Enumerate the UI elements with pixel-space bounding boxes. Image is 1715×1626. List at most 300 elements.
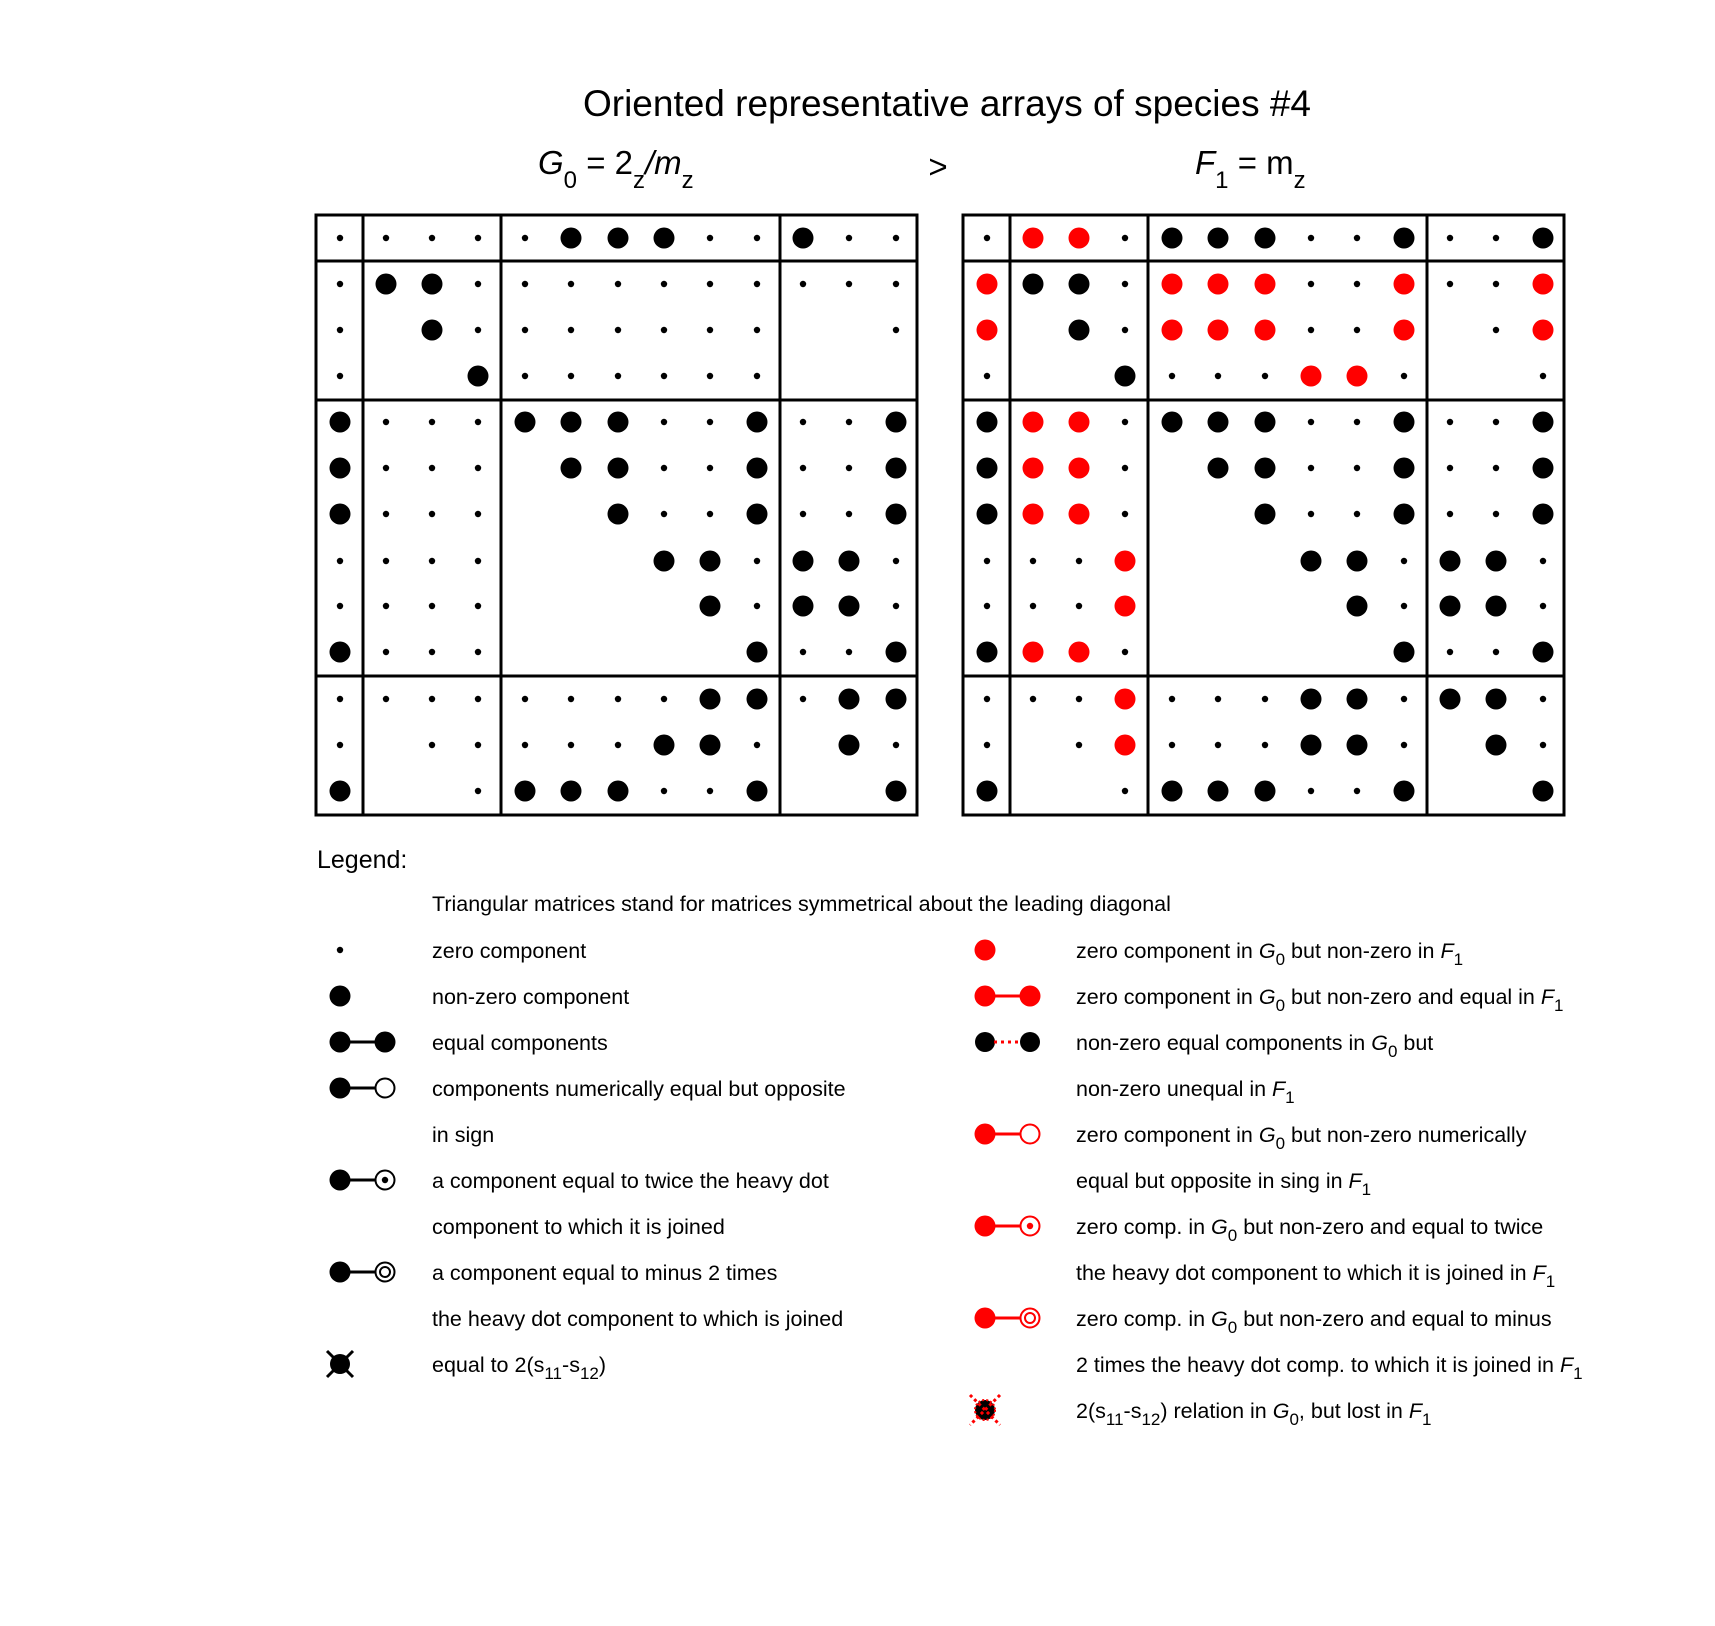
zero-component-dot <box>1540 603 1546 609</box>
nonzero-component-dot <box>1255 781 1276 802</box>
zero-component-dot <box>1493 419 1499 425</box>
zero-component-dot <box>429 603 435 609</box>
red-component-dot <box>1255 274 1276 295</box>
red-component-dot <box>1533 274 1554 295</box>
nonzero-component-dot <box>608 504 629 525</box>
zero-component-dot <box>1076 742 1082 748</box>
zero-component-dot <box>429 742 435 748</box>
zero-component-dot <box>800 649 806 655</box>
zero-component-dot <box>429 649 435 655</box>
zero-component-dot <box>1540 373 1546 379</box>
zero-component-dot <box>522 696 528 702</box>
red-component-dot <box>1115 735 1136 756</box>
zero-component-dot <box>1447 419 1453 425</box>
zero-component-dot <box>846 419 852 425</box>
nonzero-component-dot <box>1394 504 1415 525</box>
zero-component-dot <box>1447 511 1453 517</box>
zero-component-dot <box>661 465 667 471</box>
zero-component-dot <box>1354 465 1360 471</box>
legend-item-label: zero component in $G_0$ but non-zero in $F_1$ <box>1076 939 1464 969</box>
zero-component-dot <box>707 465 713 471</box>
zero-component-dot <box>984 558 990 564</box>
zero-component-dot <box>1169 373 1175 379</box>
nonzero-component-dot <box>1162 412 1183 433</box>
nonzero-component-dot <box>1347 735 1368 756</box>
zero-component-dot <box>475 281 481 287</box>
red-component-dot <box>1115 689 1136 710</box>
zero-component-dot <box>1493 465 1499 471</box>
legend-item-label: component to which it is joined <box>432 1215 725 1239</box>
nonzero-component-dot <box>376 274 397 295</box>
nonzero-component-dot <box>1533 458 1554 479</box>
nonzero-component-dot <box>1162 228 1183 249</box>
zero-component-dot <box>1030 696 1036 702</box>
zero-component-dot <box>337 558 343 564</box>
nonzero-component-dot <box>1394 228 1415 249</box>
zero-component-dot <box>754 281 760 287</box>
nonzero-component-dot <box>1208 412 1229 433</box>
zero-component-dot <box>800 419 806 425</box>
zero-component-dot <box>1493 649 1499 655</box>
nonzero-component-dot <box>977 781 998 802</box>
nonzero-component-dot <box>1347 596 1368 617</box>
zero-component-dot <box>383 558 389 564</box>
zero-component-dot <box>1308 511 1314 517</box>
red-component-dot <box>1162 320 1183 341</box>
zero-component-dot <box>984 696 990 702</box>
zero-component-dot <box>1030 603 1036 609</box>
nonzero-component-dot <box>330 504 351 525</box>
red-component-dot <box>1162 274 1183 295</box>
nonzero-component-dot <box>1440 596 1461 617</box>
zero-component-dot <box>893 281 899 287</box>
nonzero-component-dot <box>793 551 814 572</box>
zero-component-dot <box>1030 558 1036 564</box>
legend-item-label: the heavy dot component to which it is joined in $F_1$ <box>1076 1261 1556 1291</box>
zero-component-dot <box>1401 603 1407 609</box>
zero-component-dot <box>661 511 667 517</box>
red-component-dot <box>1255 320 1276 341</box>
red-component-dot <box>1115 551 1136 572</box>
zero-component-dot <box>1122 465 1128 471</box>
nonzero-component-dot <box>561 781 582 802</box>
zero-component-dot <box>1262 373 1268 379</box>
red-component-dot <box>1069 458 1090 479</box>
zero-component-dot <box>1122 327 1128 333</box>
legend-note: Triangular matrices stand for matrices symmetrical about the leading diagonal <box>432 892 1171 916</box>
nonzero-component-dot <box>747 642 768 663</box>
nonzero-component-dot <box>561 458 582 479</box>
zero-component-dot <box>1262 742 1268 748</box>
red-component-dot <box>1023 458 1044 479</box>
nonzero-component-dot <box>330 642 351 663</box>
nonzero-component-dot <box>1208 781 1229 802</box>
zero-component-dot <box>1354 327 1360 333</box>
zero-component-dot <box>984 742 990 748</box>
zero-component-dot <box>707 511 713 517</box>
zero-component-dot <box>383 465 389 471</box>
red-component-dot <box>1208 320 1229 341</box>
zero-component-dot <box>475 327 481 333</box>
zero-component-dot <box>568 327 574 333</box>
nonzero-component-dot <box>1255 228 1276 249</box>
legend-item-label: non-zero component <box>432 985 630 1009</box>
legend-item-label: $2(s_{11}-s_{12})$ relation in $G_0$, but lost in $F_1$ <box>1076 1399 1432 1429</box>
nonzero-component-dot <box>886 642 907 663</box>
nonzero-component-dot <box>1533 412 1554 433</box>
red-component-dot <box>1069 642 1090 663</box>
zero-component-dot <box>1354 235 1360 241</box>
zero-component-dot <box>429 419 435 425</box>
nonzero-component-dot <box>422 320 443 341</box>
zero-component-dot <box>475 465 481 471</box>
nonzero-component-dot <box>1394 412 1415 433</box>
zero-component-dot <box>337 373 343 379</box>
zero-component-dot <box>1401 742 1407 748</box>
nonzero-component-dot <box>977 412 998 433</box>
red-component-dot <box>1069 412 1090 433</box>
zero-component-dot <box>1540 558 1546 564</box>
nonzero-component-dot <box>1440 551 1461 572</box>
zero-component-dot <box>1308 419 1314 425</box>
zero-component-dot <box>475 742 481 748</box>
nonzero-component-dot <box>515 781 536 802</box>
zero-component-dot <box>568 281 574 287</box>
zero-component-dot <box>568 742 574 748</box>
nonzero-component-dot <box>1301 689 1322 710</box>
zero-component-dot <box>893 235 899 241</box>
zero-component-dot <box>754 373 760 379</box>
red-dot-symbol <box>975 940 996 961</box>
zero-component-dot <box>984 603 990 609</box>
nonzero-component-dot <box>330 458 351 479</box>
legend-item-label: equal components <box>432 1031 608 1055</box>
zero-component-dot <box>475 419 481 425</box>
cross-dot-symbol <box>327 1351 353 1377</box>
nonzero-component-dot <box>515 412 536 433</box>
nonzero-component-dot <box>1394 781 1415 802</box>
zero-component-dot <box>661 788 667 794</box>
nonzero-component-dot <box>886 412 907 433</box>
zero-component-dot <box>568 696 574 702</box>
legend-item-label: non-zero equal components in $G_0$ but <box>1076 1031 1434 1061</box>
zero-component-dot <box>337 696 343 702</box>
nonzero-component-dot <box>1255 458 1276 479</box>
nonzero-component-dot <box>1394 458 1415 479</box>
nonzero-component-dot <box>886 458 907 479</box>
zero-component-dot <box>337 327 343 333</box>
zero-component-dot <box>1308 235 1314 241</box>
nonzero-component-dot <box>1533 642 1554 663</box>
zero-component-dot <box>707 281 713 287</box>
zero-component-dot <box>615 742 621 748</box>
nonzero-component-dot <box>700 689 721 710</box>
zero-component-dot <box>1493 511 1499 517</box>
zero-component-dot <box>429 558 435 564</box>
legend-item-label: non-zero unequal in $F_1$ <box>1076 1077 1295 1107</box>
nonzero-component-dot <box>1301 551 1322 572</box>
zero-component-dot <box>475 235 481 241</box>
nonzero-component-dot <box>886 689 907 710</box>
nonzero-component-dot <box>839 689 860 710</box>
zero-component-dot <box>337 235 343 241</box>
nonzero-component-dot <box>608 458 629 479</box>
zero-component-dot <box>615 373 621 379</box>
nonzero-component-dot <box>839 596 860 617</box>
legend-item-label: equal to $2(s_{11}-s_{12})$ <box>432 1353 607 1383</box>
nonzero-component-dot <box>977 642 998 663</box>
zero-component-dot <box>800 281 806 287</box>
zero-component-dot <box>475 511 481 517</box>
zero-component-dot <box>383 511 389 517</box>
zero-component-dot <box>846 281 852 287</box>
legend-item-label: the heavy dot component to which is joined <box>432 1307 844 1331</box>
nonzero-component-dot <box>886 504 907 525</box>
nonzero-component-dot <box>330 781 351 802</box>
nonzero-component-dot <box>1347 551 1368 572</box>
zero-component-dot <box>383 649 389 655</box>
zero-component-dot <box>754 558 760 564</box>
legend-item-label: zero comp. in $G_0$ but non-zero and equal to twice <box>1076 1215 1544 1245</box>
zero-component-dot <box>1447 465 1453 471</box>
zero-component-dot <box>475 603 481 609</box>
zero-component-dot <box>707 788 713 794</box>
nonzero-component-dot <box>839 551 860 572</box>
zero-component-dot <box>475 649 481 655</box>
zero-component-dot <box>1447 281 1453 287</box>
red-component-dot <box>1533 320 1554 341</box>
nonzero-component-dot <box>886 781 907 802</box>
zero-component-dot <box>661 419 667 425</box>
red-component-dot <box>1023 642 1044 663</box>
nonzero-component-dot <box>1115 366 1136 387</box>
small-dot-symbol <box>337 947 343 953</box>
zero-component-dot <box>1493 327 1499 333</box>
nonzero-component-dot <box>468 366 489 387</box>
nonzero-component-dot <box>422 274 443 295</box>
zero-component-dot <box>1122 649 1128 655</box>
page-title: Oriented representative arrays of species #4 <box>582 83 1312 124</box>
red-component-dot <box>1069 504 1090 525</box>
zero-component-dot <box>800 696 806 702</box>
zero-component-dot <box>1122 419 1128 425</box>
legend-item-label: zero comp. in $G_0$ but non-zero and equal to minus <box>1076 1307 1552 1337</box>
zero-component-dot <box>893 558 899 564</box>
nonzero-component-dot <box>330 412 351 433</box>
zero-component-dot <box>429 235 435 241</box>
zero-component-dot <box>800 511 806 517</box>
zero-component-dot <box>522 281 528 287</box>
zero-component-dot <box>707 373 713 379</box>
zero-component-dot <box>846 235 852 241</box>
zero-component-dot <box>1308 465 1314 471</box>
zero-component-dot <box>754 603 760 609</box>
nonzero-component-dot <box>1255 504 1276 525</box>
zero-component-dot <box>1308 281 1314 287</box>
red-component-dot <box>1301 366 1322 387</box>
zero-component-dot <box>707 419 713 425</box>
nonzero-component-dot <box>1486 735 1507 756</box>
zero-component-dot <box>1122 235 1128 241</box>
zero-component-dot <box>337 742 343 748</box>
legend-item-label: components numerically equal but opposite <box>432 1077 846 1101</box>
zero-component-dot <box>661 696 667 702</box>
zero-component-dot <box>846 465 852 471</box>
zero-component-dot <box>1493 281 1499 287</box>
nonzero-component-dot <box>654 551 675 572</box>
zero-component-dot <box>893 603 899 609</box>
nonzero-component-dot <box>700 551 721 572</box>
zero-component-dot <box>1076 603 1082 609</box>
comparison-symbol: > <box>928 148 948 185</box>
zero-component-dot <box>615 281 621 287</box>
nonzero-component-dot <box>654 735 675 756</box>
zero-component-dot <box>522 235 528 241</box>
zero-component-dot <box>1540 742 1546 748</box>
zero-component-dot <box>1215 742 1221 748</box>
zero-component-dot <box>383 235 389 241</box>
nonzero-component-dot <box>1533 504 1554 525</box>
zero-component-dot <box>429 511 435 517</box>
zero-component-dot <box>1493 235 1499 241</box>
zero-component-dot <box>383 696 389 702</box>
red-component-dot <box>1115 596 1136 617</box>
zero-component-dot <box>429 465 435 471</box>
zero-component-dot <box>800 465 806 471</box>
nonzero-component-dot <box>608 412 629 433</box>
zero-component-dot <box>1169 696 1175 702</box>
nonzero-component-dot <box>747 412 768 433</box>
red-component-dot <box>977 320 998 341</box>
nonzero-component-dot <box>1301 735 1322 756</box>
nonzero-component-dot <box>747 781 768 802</box>
nonzero-component-dot <box>700 735 721 756</box>
legend-item-label: zero component in $G_0$ but non-zero and equal in $F_1$ <box>1076 985 1564 1015</box>
nonzero-component-dot <box>1486 596 1507 617</box>
zero-component-dot <box>1354 281 1360 287</box>
nonzero-component-dot <box>839 735 860 756</box>
zero-component-dot <box>1076 696 1082 702</box>
zero-component-dot <box>1354 511 1360 517</box>
nonzero-component-dot <box>977 504 998 525</box>
nonzero-component-dot <box>977 458 998 479</box>
zero-component-dot <box>846 511 852 517</box>
red-component-dot <box>1394 274 1415 295</box>
zero-component-dot <box>1401 558 1407 564</box>
zero-component-dot <box>1169 742 1175 748</box>
nonzero-component-dot <box>1069 274 1090 295</box>
zero-component-dot <box>1540 696 1546 702</box>
red-component-dot <box>1023 504 1044 525</box>
zero-component-dot <box>754 327 760 333</box>
zero-component-dot <box>522 742 528 748</box>
nonzero-component-dot <box>1440 689 1461 710</box>
red-component-dot <box>977 274 998 295</box>
nonzero-component-dot <box>793 596 814 617</box>
zero-component-dot <box>661 373 667 379</box>
zero-component-dot <box>383 603 389 609</box>
nonzero-component-dot <box>1486 551 1507 572</box>
nonzero-component-dot <box>1255 412 1276 433</box>
zero-component-dot <box>522 327 528 333</box>
legend-item-label: a component equal to twice the heavy dot <box>432 1169 829 1193</box>
zero-component-dot <box>1122 788 1128 794</box>
zero-component-dot <box>1354 788 1360 794</box>
zero-component-dot <box>1401 696 1407 702</box>
nonzero-component-dot <box>1162 781 1183 802</box>
zero-component-dot <box>893 742 899 748</box>
nonzero-component-dot <box>700 596 721 617</box>
zero-component-dot <box>383 419 389 425</box>
zero-component-dot <box>615 327 621 333</box>
legend-item-label: zero component in $G_0$ but non-zero numerically <box>1076 1123 1527 1153</box>
zero-component-dot <box>1122 511 1128 517</box>
red-component-dot <box>1023 412 1044 433</box>
zero-component-dot <box>754 235 760 241</box>
zero-component-dot <box>475 696 481 702</box>
zero-component-dot <box>475 558 481 564</box>
nonzero-component-dot <box>1023 274 1044 295</box>
zero-component-dot <box>337 603 343 609</box>
zero-component-dot <box>337 281 343 287</box>
zero-component-dot <box>475 788 481 794</box>
red-component-dot <box>1069 228 1090 249</box>
nonzero-component-dot <box>608 781 629 802</box>
legend-heading: Legend: <box>317 846 408 874</box>
red-component-dot <box>1208 274 1229 295</box>
nonzero-component-dot <box>654 228 675 249</box>
zero-component-dot <box>522 373 528 379</box>
legend-item-label: a component equal to minus 2 times <box>432 1261 778 1285</box>
nonzero-component-dot <box>561 412 582 433</box>
nonzero-component-dot <box>1394 642 1415 663</box>
zero-component-dot <box>846 649 852 655</box>
zero-component-dot <box>1308 788 1314 794</box>
nonzero-component-dot <box>608 228 629 249</box>
nonzero-component-dot <box>561 228 582 249</box>
zero-component-dot <box>1215 373 1221 379</box>
nonzero-component-dot <box>1347 689 1368 710</box>
nonzero-component-dot <box>747 458 768 479</box>
zero-component-dot <box>615 696 621 702</box>
zero-component-dot <box>1122 281 1128 287</box>
legend-item-label: equal but opposite in sing in $F_1$ <box>1076 1169 1372 1199</box>
red-component-dot <box>1023 228 1044 249</box>
zero-component-dot <box>984 235 990 241</box>
zero-component-dot <box>1354 419 1360 425</box>
legend-item-label: 2 times the heavy dot comp. to which it is joined in $F_1$ <box>1076 1353 1583 1383</box>
zero-component-dot <box>661 281 667 287</box>
zero-component-dot <box>1447 649 1453 655</box>
nonzero-component-dot <box>1486 689 1507 710</box>
zero-component-dot <box>1401 373 1407 379</box>
zero-component-dot <box>661 327 667 333</box>
zero-component-dot <box>1447 235 1453 241</box>
legend-item-label: zero component <box>432 939 587 963</box>
red-component-dot <box>1394 320 1415 341</box>
nonzero-component-dot <box>1069 320 1090 341</box>
zero-component-dot <box>1076 558 1082 564</box>
zero-component-dot <box>984 373 990 379</box>
nonzero-component-dot <box>1208 228 1229 249</box>
nonzero-component-dot <box>793 228 814 249</box>
zero-component-dot <box>1262 696 1268 702</box>
legend-item-label: in sign <box>432 1123 495 1147</box>
heavy-dot-symbol <box>330 986 351 1007</box>
zero-component-dot <box>1215 696 1221 702</box>
svg-text:G0 = 2z/mz: $G_0 = 2_z/m_z$ <box>538 144 694 194</box>
zero-component-dot <box>707 235 713 241</box>
